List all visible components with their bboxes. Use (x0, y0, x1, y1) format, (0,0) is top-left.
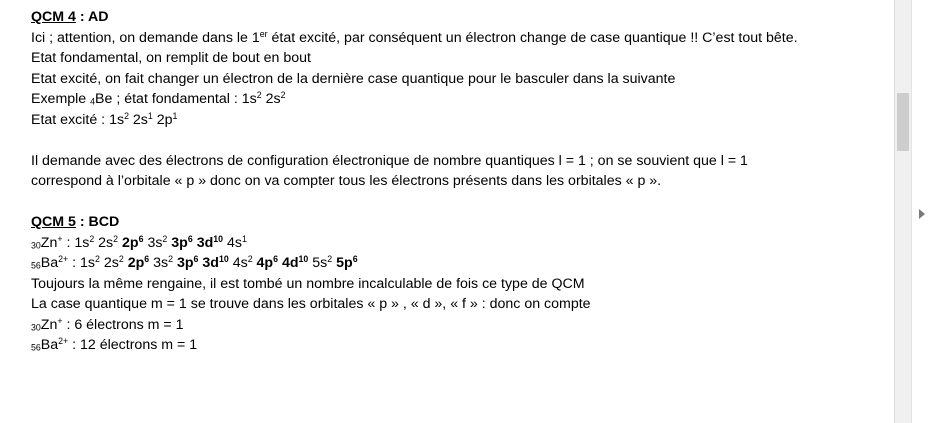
zn-orbital-name: 2p (122, 234, 139, 251)
zn-orbital-name: 2s (98, 234, 114, 251)
ba-orbital-name: 3s (153, 255, 169, 271)
ba-orbital (177, 255, 198, 271)
blank-line (31, 192, 851, 213)
ba-orbital (233, 255, 253, 271)
qcm4-heading-label: QCM 4 (31, 9, 76, 25)
ba-orbital (104, 255, 124, 271)
qcm5-heading-label: QCM 5 (31, 214, 76, 230)
ba-orbital-electrons: 6 (352, 254, 358, 265)
ba-orbital-electrons: 2 (168, 254, 174, 265)
zn-orbital (74, 235, 94, 251)
ba-orbital-electrons: 2 (118, 254, 124, 265)
zn-orbital-name: 4s (227, 234, 242, 251)
ba-orbital-electrons: 2 (327, 254, 333, 265)
qcm4-example-line (31, 89, 851, 110)
ba-orbital-name: 4s (232, 255, 248, 271)
ba-orbital (257, 255, 278, 271)
qcm4-intro-end: état excité, par conséquent un électron change de case quantique !! C’est tout bête. (267, 29, 798, 46)
ba-orbital-electrons: 10 (298, 254, 309, 265)
zn-atomic-number: 30 (31, 239, 41, 250)
qcm4-paragraph-line-1: Il demande avec des électrons de configuration électronique de nombre quantiques l = 1 ; on se souvient que l = 1 (31, 152, 748, 169)
ba-orbital-electrons: 2 (95, 254, 100, 265)
ba-orbital-name: 3d (202, 255, 219, 271)
zn-result-symbol: Zn (40, 316, 58, 333)
ba-orbital-name: 2s (103, 255, 119, 271)
qcm4-intro-ordinal: er (259, 28, 268, 39)
excited-exp-2: 1 (147, 110, 153, 121)
side-panel[interactable] (911, 0, 929, 423)
zn-orbital (171, 235, 192, 251)
ba-orbital (336, 255, 357, 271)
excited-exp-1: 2 (124, 110, 129, 121)
ba-result-text: : 12 électrons m = 1 (68, 337, 198, 353)
ba-result-charge: 2+ (58, 336, 69, 347)
ba-orbital-name: 4p (256, 255, 274, 271)
ba-orbital-electrons: 10 (218, 254, 229, 265)
ba-colon: : (68, 255, 81, 271)
qcm4-answer: AD (88, 9, 109, 25)
zn-orbital (122, 235, 143, 251)
ba-charge: 2+ (58, 254, 69, 265)
zn-result-atomic-number: 30 (31, 321, 41, 332)
ba-orbital (282, 255, 308, 271)
ba-orbital-name: 5p (336, 255, 353, 271)
zn-configuration-line (31, 233, 851, 254)
zn-orbital (147, 235, 167, 251)
zn-orbital (98, 235, 118, 251)
ba-orbital-electrons: 6 (193, 254, 199, 265)
ba-configuration-line (31, 253, 851, 274)
zn-orbital-electrons: 2 (113, 233, 119, 244)
zn-orbital-name: 3p (171, 234, 188, 251)
qcm5-case-line: La case quantique m = 1 se trouve dans les orbitales « p » , « d », « f » : donc on compte (31, 296, 591, 312)
ba-orbital (312, 255, 332, 271)
scrollbar-thumb[interactable] (897, 93, 909, 151)
ba-result-line (31, 335, 851, 356)
qcm4-fundamental-line: Etat fondamental, on remplit de bout en bout (31, 50, 311, 66)
excited-exp-3: 1 (172, 110, 178, 121)
zn-orbital-electrons: 2 (89, 233, 95, 244)
qcm4-intro-start: Ici ; attention, on demande dans le 1 (31, 29, 260, 46)
qcm4-excited-line: Etat excité, on fait changer un électron de la dernière case quantique pour le basculer dans la suivante (31, 70, 676, 87)
ba-orbital-name: 3p (176, 255, 194, 271)
qcm4-intro (31, 28, 851, 49)
ba-orbital-electrons: 2 (247, 254, 253, 265)
ba-orbitals (80, 255, 358, 271)
qcm5-answer: BCD (88, 214, 120, 230)
ba-orbital (80, 255, 100, 271)
ba-result-symbol: Ba (40, 337, 59, 353)
ba-orbital-electrons: 6 (273, 254, 279, 265)
triangle-right-icon[interactable] (919, 209, 925, 219)
qcm5-heading-separator: : (75, 214, 89, 230)
qcm5-heading (31, 212, 851, 233)
zn-orbital (197, 235, 223, 251)
qcm4-heading (31, 7, 851, 28)
qcm4-excited-example-line (31, 110, 851, 131)
zn-orbital (227, 235, 247, 251)
ba-orbital (202, 255, 228, 271)
zn-symbol: Zn (40, 234, 58, 251)
ba-orbital-name: 1s (80, 255, 95, 271)
example-exp-2: 2 (280, 90, 286, 101)
blank-line (31, 130, 851, 151)
zn-charge: + (57, 233, 63, 244)
zn-orbital-electrons: 6 (138, 233, 144, 244)
document-text-body (31, 7, 851, 356)
ba-result-atomic-number: 56 (31, 342, 41, 353)
zn-orbital-name: 3d (196, 234, 214, 251)
example-atomic-number: 4 (90, 96, 96, 107)
example-prefix: Exemple (31, 91, 91, 107)
zn-orbital-name: 1s (74, 234, 90, 251)
qcm4-heading-separator: : (75, 9, 89, 25)
excited-mid-1: 2s (128, 111, 148, 128)
zn-colon: : (62, 234, 75, 251)
zn-orbital-electrons: 10 (213, 233, 224, 244)
qcm4-paragraph-line-2: correspond à l’orbitale « p » donc on va compter tous les électrons présents dans les orbitales « p ». (31, 173, 662, 189)
ba-atomic-number: 56 (31, 260, 41, 271)
ba-orbital-name: 2p (127, 255, 145, 271)
ba-orbital-name: 4d (281, 255, 299, 271)
zn-result-line (31, 315, 851, 336)
ba-orbital (128, 255, 149, 271)
zn-orbital-name: 3s (147, 234, 163, 251)
example-mid: 2s (261, 91, 281, 107)
qcm5-rengaine-line: Toujours la même rengaine, il est tombé un nombre incalculable de fois ce type de QCM (31, 275, 585, 292)
excited-prefix: Etat excité : 1s (31, 111, 125, 128)
ba-orbital (153, 255, 173, 271)
ba-orbital-electrons: 6 (144, 254, 150, 265)
zn-orbital-electrons: 2 (162, 233, 168, 244)
zn-orbital-electrons: 6 (187, 233, 193, 244)
ba-symbol: Ba (40, 255, 59, 271)
zn-result-charge: + (57, 315, 63, 326)
zn-orbitals (74, 235, 247, 251)
zn-orbital-electrons: 1 (242, 233, 247, 244)
vertical-scrollbar[interactable] (894, 0, 911, 423)
ba-orbital-name: 5s (312, 255, 328, 271)
excited-mid-2: 2p (152, 111, 173, 128)
example-element: Be ; état fondamental : 1s (95, 91, 257, 107)
zn-result-text: : 6 électrons m = 1 (62, 316, 184, 333)
example-exp-1: 2 (256, 90, 262, 101)
